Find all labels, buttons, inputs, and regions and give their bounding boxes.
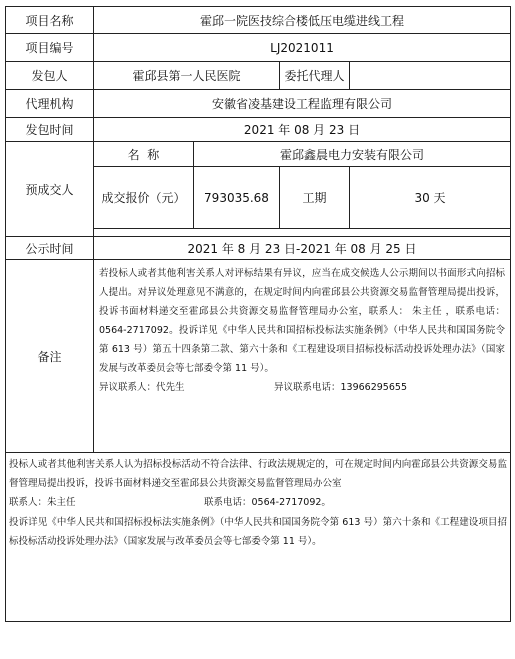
period-value: 30 天 bbox=[350, 167, 511, 229]
winner-spacer bbox=[94, 229, 511, 237]
winner-name-value: 霍邱鑫晨电力安装有限公司 bbox=[194, 142, 511, 167]
remarks-content bbox=[94, 260, 511, 453]
footer-contact-row bbox=[9, 493, 507, 512]
price-label: 成交报价（元） bbox=[94, 167, 194, 229]
issuer-value: 霍邱县第一人民医院 bbox=[94, 62, 280, 90]
row-issue-time bbox=[6, 118, 511, 142]
agency-label: 代理机构 bbox=[6, 90, 94, 118]
winner-label: 预成交人 bbox=[6, 142, 94, 237]
objection-phone: 异议联系电话：13966295655 bbox=[274, 382, 407, 393]
issue-time-label: 发包时间 bbox=[6, 118, 94, 142]
publicity-label: 公示时间 bbox=[6, 237, 94, 260]
footer-note-content bbox=[6, 453, 511, 622]
remarks-paragraph: 若投标人或者其他利害关系人对评标结果有异议，应当在成交候选人公示期间以书面形式向招标人提出。对异议处理意见不满意的，在规定时间内向霍邱县公共资源交易监督管理局提出投诉，投诉书面材料递交至霍邱县公共资源交易监督管理局办公室，联系人： 朱主任 ，联系电话：0564-2717092。投诉详见《中华人民共和国招标投标法实施条例》（中华人民共和国国务院令第 613 号）第五十四条第二款、第六十条和《工程建设项目招标投标活动投诉处理办法》（国家发展与改革委员会等七部委令第 11 号）。 bbox=[99, 268, 506, 374]
project-name-value: 霍邱一院医技综合楼低压电缆进线工程 bbox=[94, 7, 511, 34]
project-no-label: 项目编号 bbox=[6, 34, 94, 62]
issue-time-value: 2021 年 08 月 23 日 bbox=[94, 118, 511, 142]
project-name-label: 项目名称 bbox=[6, 7, 94, 34]
row-project-name bbox=[6, 7, 511, 34]
objection-contact: 异议联系人：代先生 bbox=[99, 382, 185, 393]
row-issuer bbox=[6, 62, 511, 90]
row-remarks bbox=[6, 260, 511, 453]
winner-name-label: 名 称 bbox=[94, 142, 194, 167]
row-agency bbox=[6, 90, 511, 118]
agency-value: 安徽省凌基建设工程监理有限公司 bbox=[94, 90, 511, 118]
announcement-table bbox=[5, 6, 511, 622]
agent-label: 委托代理人 bbox=[280, 62, 350, 90]
agent-value bbox=[350, 62, 511, 90]
footer-detail: 投诉详见《中华人民共和国招标投标法实施条例》（中华人民共和国国务院令第 613 号）第六十条和《工程建设项目招标投标活动投诉处理办法》（国家发展与改革委员会等七部委令第 11 号）。 bbox=[9, 516, 508, 547]
footer-paragraph: 投标人或者其他利害关系人认为招标投标活动不符合法律、行政法规规定的，可在规定时间内向霍邱县公共资源交易监督管理局提出投诉，投诉书面材料递交至霍邱县公共资源交易监督管理局办公室 bbox=[9, 459, 508, 490]
row-project-no bbox=[6, 34, 511, 62]
row-winner-name bbox=[6, 142, 511, 167]
remarks-label: 备注 bbox=[6, 260, 94, 453]
footer-phone: 联系电话：0564-2717092。 bbox=[204, 497, 331, 509]
row-publicity bbox=[6, 237, 511, 260]
footer-contact: 联系人：朱主任 bbox=[9, 497, 76, 509]
period-label: 工期 bbox=[280, 167, 350, 229]
objection-contact-row bbox=[99, 378, 505, 397]
publicity-value: 2021 年 8 月 23 日-2021 年 08 月 25 日 bbox=[94, 237, 511, 260]
price-value: 793035.68 bbox=[194, 167, 280, 229]
issuer-label: 发包人 bbox=[6, 62, 94, 90]
row-footer-note bbox=[6, 453, 511, 622]
project-no-value: LJ2021011 bbox=[94, 34, 511, 62]
